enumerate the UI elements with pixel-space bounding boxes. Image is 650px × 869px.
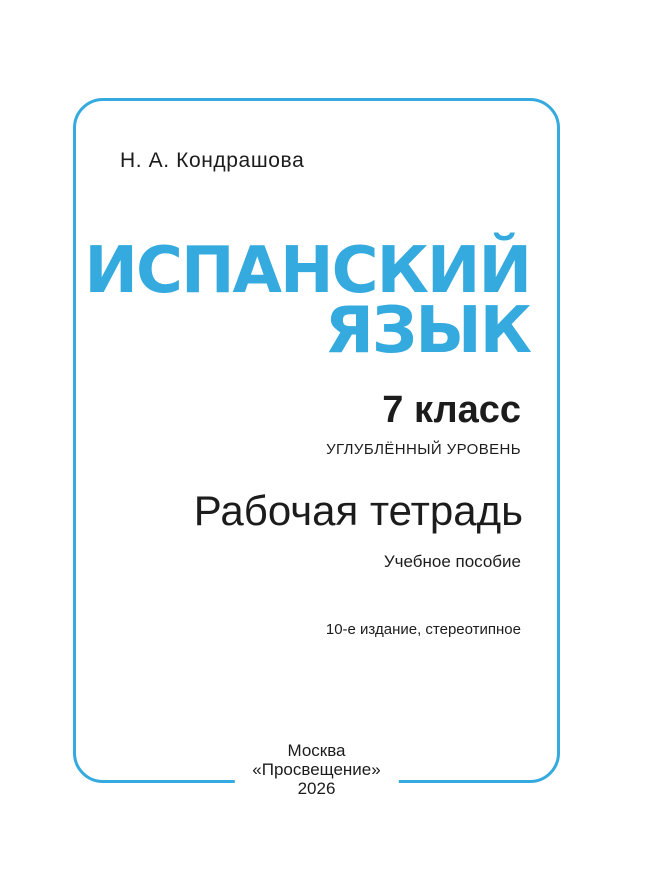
workbook-subtitle: Рабочая тетрадь (193, 487, 523, 534)
grade-label: 7 класс (382, 389, 521, 431)
book-title (84, 234, 530, 368)
level-label: УГЛУБЛЁННЫЙ УРОВЕНЬ (326, 441, 521, 458)
imprint-year: 2026 (297, 779, 336, 798)
edition-info-label: 10-е издание, стереотипное (325, 621, 521, 638)
imprint-publisher: «Просвещение» (252, 760, 381, 779)
cover-frame (73, 98, 560, 798)
imprint-block (234, 741, 398, 798)
author-name: Н. А. Кондрашова (120, 149, 305, 172)
book-title-line-2: ЯЗЫК (324, 294, 530, 368)
imprint-city: Москва (287, 741, 346, 760)
edition-type-label: Учебное пособие (383, 552, 521, 571)
book-title-line-1: ИСПАНСКИЙ (84, 234, 530, 308)
